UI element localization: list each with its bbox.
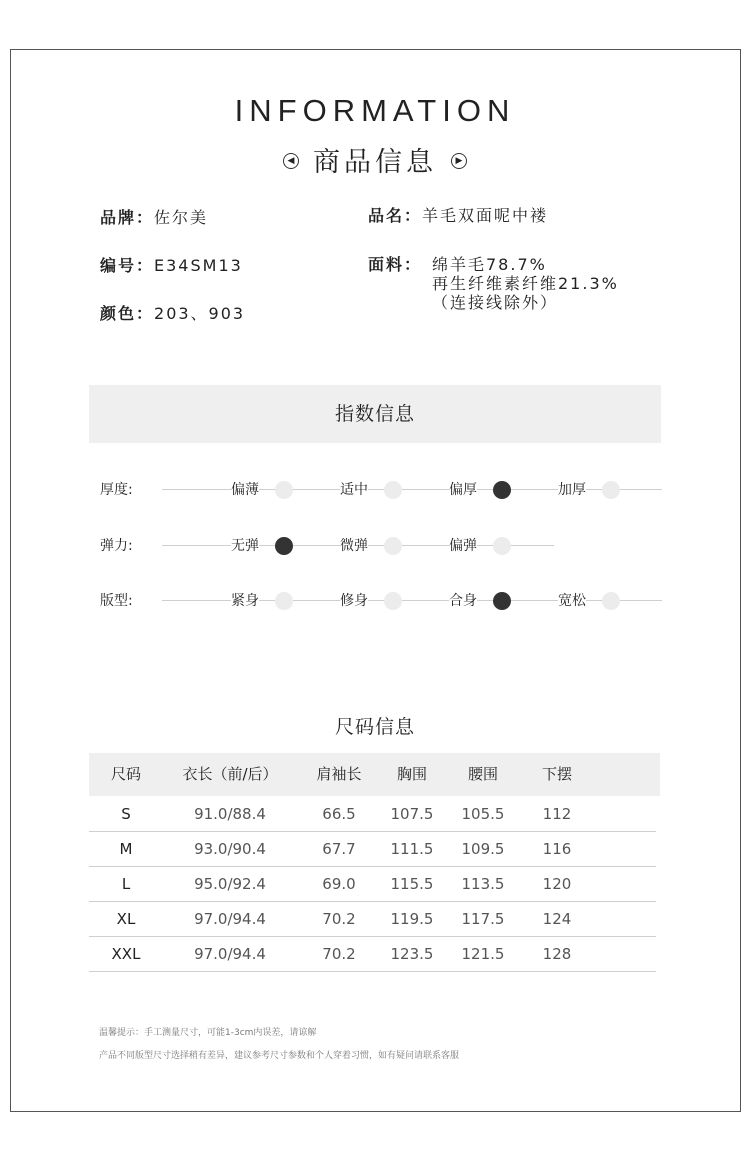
cell-shoulder-sleeve: 70.2 [322, 910, 356, 928]
size-section-title: 尺码信息 [334, 716, 415, 738]
index-option-label: 偏弹 [449, 538, 477, 554]
index-option-label: 合身 [449, 593, 477, 609]
cell-size: S [121, 805, 131, 823]
table-row [89, 796, 656, 832]
cell-size: M [119, 840, 133, 858]
index-option-label: 偏厚 [449, 482, 477, 498]
cell-size: L [121, 875, 131, 893]
code-label: 编号： [100, 256, 155, 275]
fabric-label: 面料： [368, 255, 423, 274]
header-chest: 胸围 [396, 765, 427, 783]
size-table-header [89, 753, 660, 796]
color-label: 颜色： [100, 304, 155, 323]
table-row [89, 831, 656, 867]
index-dot [602, 481, 620, 499]
cell-chest: 107.5 [390, 805, 434, 823]
header-size: 尺码 [110, 765, 141, 783]
table-row [89, 866, 656, 902]
title-chinese-text: 商品信息 [313, 147, 437, 178]
header-length: 衣长（前/后） [182, 765, 278, 783]
index-row [0, 480, 750, 500]
brand-field [100, 208, 208, 227]
cell-length: 97.0/94.4 [194, 910, 266, 928]
fabric-line-2: 再生纤维素纤维21.3% [432, 274, 619, 293]
cell-size: XL [116, 910, 136, 928]
index-row-label: 厚度: [100, 482, 133, 498]
cell-shoulder-sleeve: 67.7 [322, 840, 356, 858]
header-shoulder-sleeve: 肩袖长 [316, 765, 362, 783]
note-fit: 产品不同版型尺寸选择稍有差异，建议参考尺寸参数和个人穿着习惯，如有疑问请联系客服 [99, 1051, 460, 1061]
table-row [89, 901, 656, 937]
cell-shoulder-sleeve: 69.0 [322, 875, 356, 893]
color-value: 203、903 [154, 304, 246, 323]
table-row [89, 936, 656, 972]
brand-value: 佐尔美 [154, 208, 209, 227]
index-option-label: 微弹 [340, 538, 368, 554]
cell-hem: 116 [542, 840, 572, 858]
cell-waist: 105.5 [461, 805, 505, 823]
fabric-field [368, 255, 422, 274]
fabric-line-1: 绵羊毛78.7% [432, 255, 547, 274]
name-value: 羊毛双面呢中褛 [422, 206, 549, 225]
index-dot [384, 537, 402, 555]
index-section-header: 指数信息 [89, 385, 661, 443]
cell-shoulder-sleeve: 70.2 [322, 945, 356, 963]
index-row [0, 591, 750, 611]
cell-chest: 123.5 [390, 945, 434, 963]
index-dot-selected [275, 537, 293, 555]
cell-waist: 113.5 [461, 875, 505, 893]
color-field [100, 304, 245, 323]
cell-length: 93.0/90.4 [194, 840, 266, 858]
name-field [368, 206, 548, 225]
cell-chest: 111.5 [390, 840, 434, 858]
index-row-label: 版型: [100, 593, 133, 609]
cell-waist: 117.5 [461, 910, 505, 928]
cell-length: 95.0/92.4 [194, 875, 266, 893]
note-measurement: 温馨提示：手工测量尺寸，可能1-3cm内误差，请谅解 [99, 1028, 317, 1038]
title-english: INFORMATION [234, 93, 516, 128]
header-waist: 腰围 [467, 765, 498, 783]
index-dot-selected [493, 592, 511, 610]
cell-waist: 109.5 [461, 840, 505, 858]
index-dot [275, 592, 293, 610]
fabric-line-3: （连接线除外） [432, 293, 559, 312]
brand-label: 品牌： [100, 208, 155, 227]
name-label: 品名： [368, 206, 423, 225]
index-dot [275, 481, 293, 499]
cell-length: 91.0/88.4 [194, 805, 266, 823]
index-option-label: 宽松 [558, 593, 586, 609]
index-dot [384, 592, 402, 610]
left-arrow-icon: ◀ [283, 153, 299, 169]
code-value: E34SM13 [154, 256, 243, 275]
index-row [0, 536, 750, 556]
code-field [100, 256, 243, 275]
index-option-label: 紧身 [231, 593, 259, 609]
index-option-label: 加厚 [558, 482, 586, 498]
cell-chest: 119.5 [390, 910, 434, 928]
index-option-label: 无弹 [231, 538, 259, 554]
cell-hem: 112 [542, 805, 572, 823]
index-option-label: 偏薄 [231, 482, 259, 498]
index-option-label: 适中 [340, 482, 368, 498]
title-chinese [0, 140, 750, 179]
cell-chest: 115.5 [390, 875, 434, 893]
cell-length: 97.0/94.4 [194, 945, 266, 963]
right-arrow-icon: ▶ [451, 153, 467, 169]
index-option-label: 修身 [340, 593, 368, 609]
index-dot [493, 537, 511, 555]
cell-hem: 120 [542, 875, 572, 893]
cell-hem: 128 [542, 945, 572, 963]
cell-shoulder-sleeve: 66.5 [322, 805, 356, 823]
index-row-label: 弹力: [100, 538, 133, 554]
header-hem: 下摆 [541, 765, 572, 783]
index-dot [384, 481, 402, 499]
index-dot [602, 592, 620, 610]
cell-hem: 124 [542, 910, 572, 928]
index-dot-selected [493, 481, 511, 499]
fabric-value [432, 255, 619, 312]
cell-size: XXL [111, 945, 141, 963]
cell-waist: 121.5 [461, 945, 505, 963]
